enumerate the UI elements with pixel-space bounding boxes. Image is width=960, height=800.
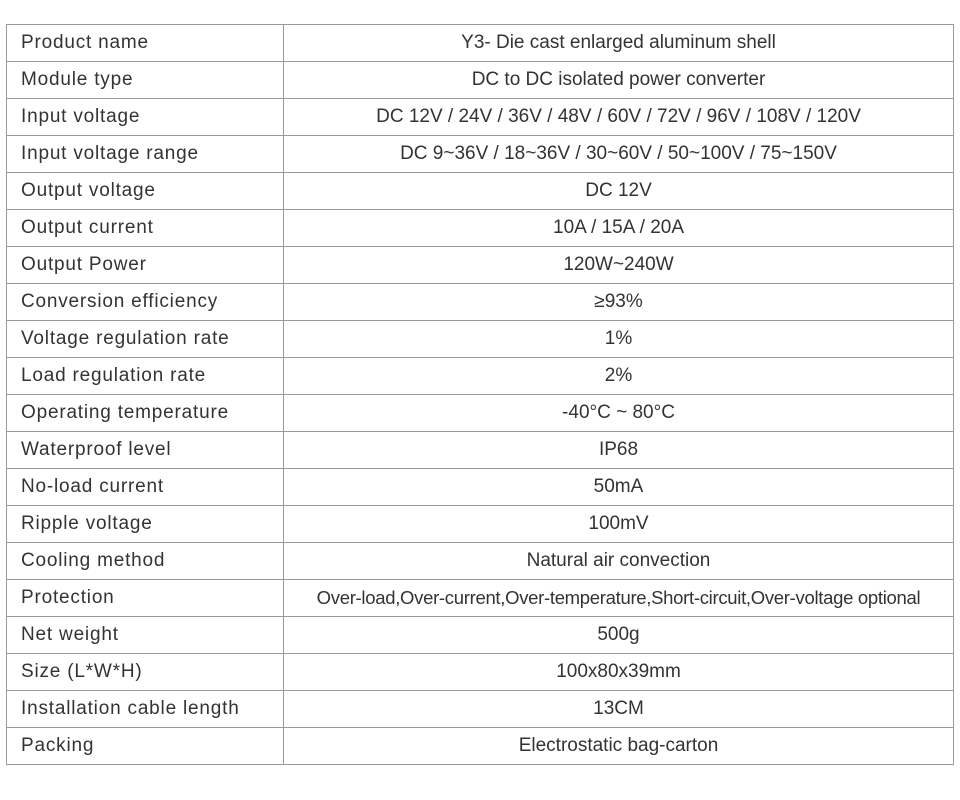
spec-label: Protection (7, 580, 284, 617)
spec-value: DC 12V (284, 173, 954, 210)
table-row (7, 136, 954, 173)
table-row (7, 247, 954, 284)
spec-label: Packing (7, 728, 284, 765)
spec-label: Output Power (7, 247, 284, 284)
spec-label: Input voltage (7, 99, 284, 136)
table-row (7, 506, 954, 543)
spec-value: DC 12V / 24V / 36V / 48V / 60V / 72V / 96V / 108V / 120V (284, 99, 954, 136)
table-row (7, 284, 954, 321)
table-row (7, 728, 954, 765)
spec-table (6, 24, 954, 765)
table-row (7, 617, 954, 654)
spec-label: Module type (7, 62, 284, 99)
spec-value: 1% (284, 321, 954, 358)
spec-value: Natural air convection (284, 543, 954, 580)
spec-label: Product name (7, 25, 284, 62)
spec-value: 500g (284, 617, 954, 654)
spec-value: Over-load,Over-current,Over-temperature,Short-circuit,Over-voltage optional (284, 580, 954, 617)
spec-label: Voltage regulation rate (7, 321, 284, 358)
table-row (7, 469, 954, 506)
spec-value: DC to DC isolated power converter (284, 62, 954, 99)
spec-label: Size (L*W*H) (7, 654, 284, 691)
spec-value: DC 9~36V / 18~36V / 30~60V / 50~100V / 75~150V (284, 136, 954, 173)
table-row (7, 543, 954, 580)
spec-value: 100x80x39mm (284, 654, 954, 691)
spec-value: 100mV (284, 506, 954, 543)
spec-label: Operating temperature (7, 395, 284, 432)
spec-value: 50mA (284, 469, 954, 506)
table-row (7, 432, 954, 469)
spec-value: ≥93% (284, 284, 954, 321)
spec-label: Net weight (7, 617, 284, 654)
table-row (7, 173, 954, 210)
table-row (7, 99, 954, 136)
spec-value: 2% (284, 358, 954, 395)
spec-label: Output current (7, 210, 284, 247)
spec-label: Cooling method (7, 543, 284, 580)
spec-label: Waterproof level (7, 432, 284, 469)
spec-label: Input voltage range (7, 136, 284, 173)
spec-value: 10A / 15A / 20A (284, 210, 954, 247)
table-row (7, 321, 954, 358)
spec-label: Ripple voltage (7, 506, 284, 543)
spec-value: Y3- Die cast enlarged aluminum shell (284, 25, 954, 62)
spec-value: IP68 (284, 432, 954, 469)
spec-label: Load regulation rate (7, 358, 284, 395)
table-row (7, 654, 954, 691)
spec-label: Conversion efficiency (7, 284, 284, 321)
spec-value: -40°C ~ 80°C (284, 395, 954, 432)
table-row (7, 25, 954, 62)
table-row (7, 395, 954, 432)
spec-label: No-load current (7, 469, 284, 506)
table-row (7, 580, 954, 617)
spec-table-body (7, 25, 954, 765)
spec-value: 13CM (284, 691, 954, 728)
spec-label: Output voltage (7, 173, 284, 210)
spec-value: Electrostatic bag-carton (284, 728, 954, 765)
spec-value: 120W~240W (284, 247, 954, 284)
table-row (7, 62, 954, 99)
spec-label: Installation cable length (7, 691, 284, 728)
table-row (7, 210, 954, 247)
table-row (7, 358, 954, 395)
table-row (7, 691, 954, 728)
